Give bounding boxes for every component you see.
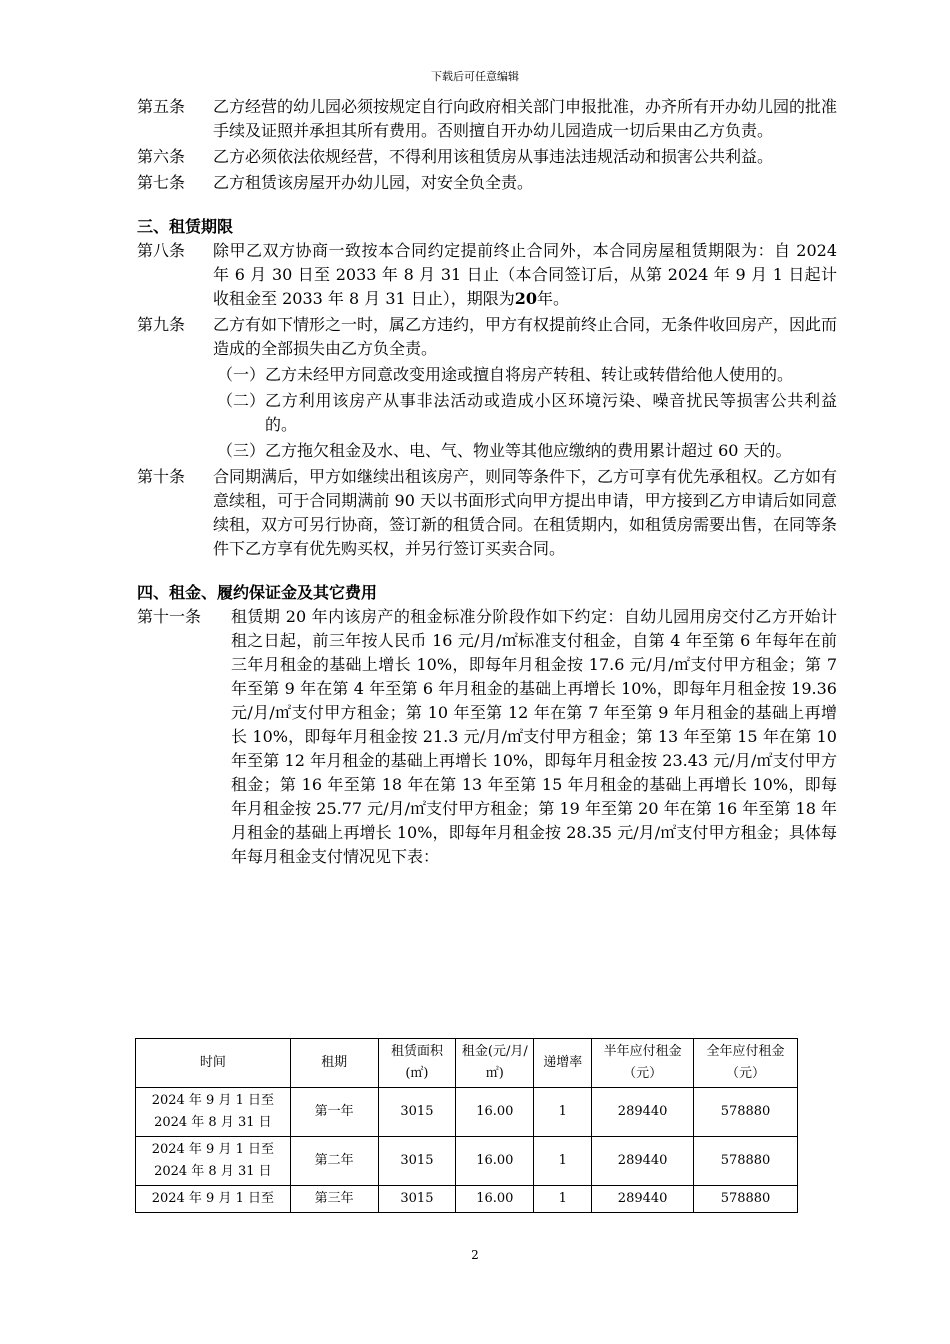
table-cell: 3015 [378,1137,456,1186]
article-label: 第七条 [137,173,186,192]
header-cell: 递增率 [534,1039,592,1088]
table-cell: 1 [534,1088,592,1137]
header-cell: 租期 [290,1039,378,1088]
table-row [136,1186,798,1213]
table-cell: 16.00 [456,1088,534,1137]
article-10 [137,465,837,561]
table-cell: 289440 [592,1186,694,1213]
article-8-tail: 年。 [537,289,570,308]
header-cell: 租赁面积(㎡) [378,1039,456,1088]
article-label: 第九条 [137,315,186,334]
article-label: 第五条 [137,97,186,116]
clause-label: （二） [217,391,266,410]
lease-years: 20 [514,289,538,308]
clause-label: （三） [217,441,266,460]
table-cell: 1 [534,1186,592,1213]
clause-text: 乙方利用该房产从事非法活动或造成小区环境污染、噪音扰民等损害公共利益的。 [265,391,837,434]
table-cell: 1 [534,1137,592,1186]
table-cell: 第一年 [290,1088,378,1137]
table-cell: 3015 [378,1186,456,1213]
article-label: 第八条 [137,241,186,260]
section-title-lease-term: 三、租赁期限 [137,217,234,236]
header-cell: 租金(元/月/㎡) [456,1039,534,1088]
article-9 [137,313,837,361]
table-row [136,1088,798,1137]
page-number: 2 [471,1248,479,1262]
header-cell: 时间 [136,1039,291,1088]
header-cell: 半年应付租金（元） [592,1039,694,1088]
table-cell: 2024 年 9 月 1 日至 2024 年 8 月 31 日 [136,1088,291,1137]
clause-1 [217,363,837,387]
article-text: 乙方有如下情形之一时，属乙方违约，甲方有权提前终止合同，无条件收回房产，因此而造成的全部损失由乙方负全责。 [213,315,838,358]
article-5 [137,95,837,143]
table-header-row [136,1039,798,1088]
article-7 [137,171,837,195]
table-cell: 578880 [694,1137,798,1186]
article-text [213,239,837,311]
table-cell: 2024 年 9 月 1 日至 [136,1186,291,1213]
article-11 [137,605,837,869]
table-cell: 578880 [694,1186,798,1213]
header-cell: 全年应付租金（元） [694,1039,798,1088]
article-6 [137,145,837,169]
rent-schedule-table [135,1038,798,1213]
clause-3 [217,439,837,463]
section-title-rent: 四、租金、履约保证金及其它费用 [137,583,378,602]
article-label: 第十条 [137,467,186,486]
document-body [137,95,837,871]
table-cell: 578880 [694,1088,798,1137]
article-label: 第六条 [137,147,186,166]
article-text: 合同期满后，甲方如继续出租该房产，则同等条件下，乙方可享有优先承租权。乙方如有意续租，可于合同期满前 90 天以书面形式向甲方提出申请，甲方接到乙方申请后如同意续租，双方可另行协商，签订新的租赁合同。在租赁期内，如租赁房需要出售，在同等条件下乙方享有优先购买权，并另行签订买卖合同。 [213,467,838,558]
page-header: 下载后可任意编辑 [431,70,519,83]
table-cell: 16.00 [456,1137,534,1186]
table-cell: 第三年 [290,1186,378,1213]
clause-label: （一） [217,365,266,384]
article-text: 乙方经营的幼儿园必须按规定自行向政府相关部门申报批准，办齐所有开办幼儿园的批准手续及证照并承担其所有费用。否则擅自开办幼儿园造成一切后果由乙方负责。 [213,97,838,140]
table-cell: 16.00 [456,1186,534,1213]
clause-2 [217,389,837,437]
table-cell: 第二年 [290,1137,378,1186]
article-label: 第十一条 [137,607,202,626]
table-row [136,1137,798,1186]
article-text: 乙方必须依法依规经营，不得利用该租赁房从事违法违规活动和损害公共利益。 [213,147,774,166]
table-cell: 3015 [378,1088,456,1137]
table-cell: 2024 年 9 月 1 日至 2024 年 8 月 31 日 [136,1137,291,1186]
clause-text: 乙方未经甲方同意改变用途或擅自将房产转租、转让或转借给他人使用的。 [265,365,794,384]
article-8 [137,239,837,311]
article-text: 乙方租赁该房屋开办幼儿园，对安全负全责。 [213,173,534,192]
article-text: 租赁期 20 年内该房产的租金标准分阶段作如下约定：自幼儿园用房交付乙方开始计租之日起，前三年按人民币 16 元/月/㎡标准支付租金，自第 4 年至第 6 年每年在前三年月租金的基础上增长 10%，即每年月租金按 17.6 元/月/㎡支付甲方租金；第 7 年至第 9 年在第 4 年至第 6 年月租金的基础上再增长 10%，即每年月租金按 19.36 元/月/㎡支付甲方租金；第 10 年至第 12 年在第 7 年至第 9 年月租金的基础上再增长 10%，即每年月租金按 21.3 元/月/㎡支付甲方租金；第 13 年至第 15 年在第 10 年至第 12 年月租金的基础上再增长 10%，即每年月租金按 23.43 元/月/㎡支付甲方租金；第 16 年至第 18 年在第 13 年至第 15 年月租金的基础上再增长 10%，即每年月租金按 25.77 元/月/㎡支付甲方租金；第 19 年至第 20 年在第 16 年至第 18 年月租金的基础上再增长 10%，即每年月租金按 28.35 元/月/㎡支付甲方租金；具体每年每月租金支付情况见下表： [231,607,837,866]
article-8-text: 除甲乙双方协商一致按本合同约定提前终止合同外，本合同房屋租赁期限为：自 2024 年 6 月 30 日至 2033 年 8 月 31 日止（本合同签订后，从第 2024 年 9 月 1 日起计收租金至 2033 年 8 月 31 日止），期限为 [213,241,837,308]
clause-text: 乙方拖欠租金及水、电、气、物业等其他应缴纳的费用累计超过 60 天的。 [265,441,792,460]
table-cell: 289440 [592,1137,694,1186]
table-cell: 289440 [592,1088,694,1137]
